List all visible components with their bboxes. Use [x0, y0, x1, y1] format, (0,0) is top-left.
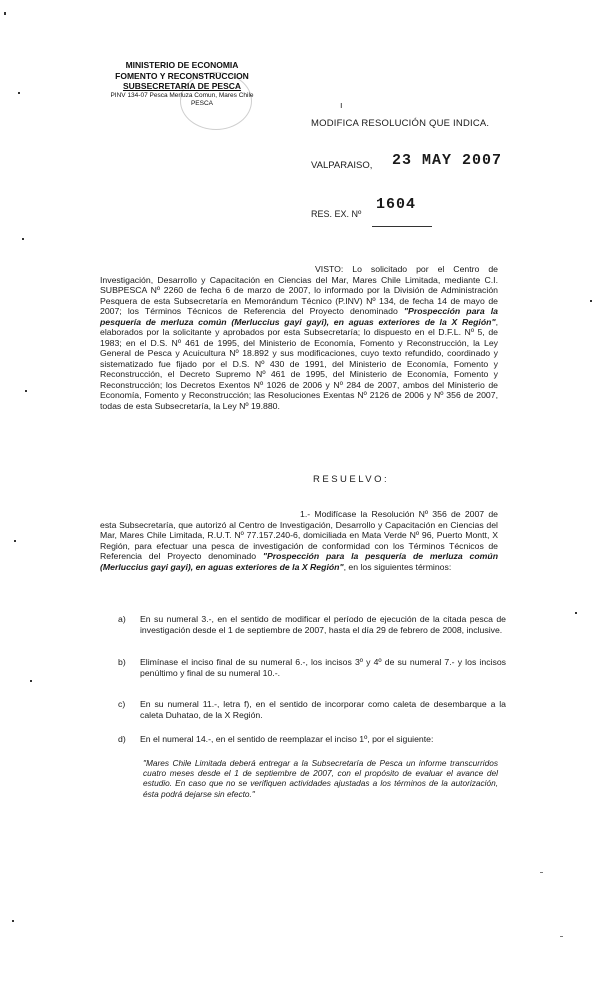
list-item-text: En su numeral 11.-, letra f), en el sentido de incorporar como caleta de desembarque a la caleta Duhatao, de la X Región. [140, 699, 506, 720]
list-item-a [118, 614, 506, 635]
document-place: VALPARAISO, [311, 160, 373, 171]
list-item-label: a) [118, 614, 126, 624]
scan-mark-left [30, 680, 32, 682]
list-item-label: c) [118, 699, 126, 709]
resolution-underline [372, 226, 432, 227]
scan-mark-left [18, 92, 20, 94]
list-item-text: En su numeral 3.-, en el sentido de modificar el período de ejecución de la citada pesca de investigación desde el 1 de septiembre de 2007, hasta el día 29 de febrero de 2008, inclusive. [140, 614, 506, 635]
letterhead-ministry-line2: FOMENTO Y RECONSTRUCCION [115, 70, 249, 81]
list-item-b [118, 657, 506, 678]
visto-text: Lo solicitado por el Centro de Investigación, Desarrollo y Capacitación en Ciencias del Mar, Mares Chile Limitada, mediante C.I. SUBPESCA Nº 2260 de fecha 6 de marzo de 2007, lo informado por la División de Administración Pesquera de esta Subsecretaría en Memorándum Técnico (P.INV) Nº 134, de fecha 14 de mayo de 2007; los Términos Técnicos de Referencia del Proyecto denominado [100, 264, 498, 316]
list-item-d [118, 734, 506, 745]
scan-mark-left [12, 920, 14, 922]
resuelvo-heading: RESUELVO: [313, 474, 390, 485]
scan-mark-top [4, 12, 6, 15]
official-seal-stamp [180, 72, 252, 130]
letterhead-ministry: MINISTERIO DE ECONOMIA [125, 60, 239, 70]
letterhead-seal-text: PESCA [190, 99, 214, 107]
letterhead-reference: PINV 134-07 Pesca Merluza Comun, Mares Chile [110, 91, 254, 99]
document-date-stamp: 23 MAY 2007 [392, 152, 503, 169]
visto-project-title: "Prospección para la pesquería de merluza común (Merluccius gayi gayi), en aguas exteriores de la X Región" [100, 306, 499, 327]
visto-paragraph [100, 264, 498, 411]
resolution-label: RES. EX. Nº [311, 209, 362, 219]
list-item-c [118, 699, 506, 720]
scan-mark-left [14, 540, 16, 542]
scan-mark-left [22, 238, 24, 240]
replacement-quote: "Mares Chile Limitada deberá entregar a la Subsecretaría de Pesca un informe transcurridos cuatro meses desde el 1 de septiembre de 2007, con el propósito de evaluar el avance del estudio. En caso que no se verifiquen actividades ajustadas a los términos de la autorización, ésta podrá dejarse sin efecto." [143, 758, 498, 799]
letterhead-subsecretaria: SUBSECRETARIA DE PESCA [122, 81, 242, 91]
visto-text-2: , elaborados por la solicitante y aprobados por esta Subsecretaría; lo dispuesto en el D.F.L. Nº 5, de 1983; en el D.S. Nº 461 de 1995, del Ministerio de Economía, Fomento y Reconstrucción, la Ley General de Pesca y Acuicultura Nº 18.892 y sus modificaciones, cuyo texto refundido, coordinado y sistematizado fue fijado por el D.S. Nº 430 de 1991, del Ministerio de Economía, Fomento y Reconstrucción, el Decreto Supremo Nº 461 de 1995, del Ministerio de Economía, Fomento y Reconstrucción; los Decretos Exentos Nº 1026 de 2006 y Nº 284 de 2007, ambos del Ministerio de Economía, Fomento y Reconstrucción; las Resoluciones Exentas Nº 2126 de 2006 y Nº 356 de 2007, todas de esta Subsecretaría, la Ley Nº 19.880. [100, 316, 498, 411]
margin-tick [560, 936, 563, 937]
scan-mark-left [25, 390, 27, 392]
visto-lead: VISTO: [315, 264, 344, 274]
article-1-text-2: , en los siguientes términos: [343, 561, 452, 572]
list-item-label: d) [118, 734, 126, 744]
margin-tick [540, 872, 543, 873]
scan-mark-right [590, 300, 592, 302]
article-1-paragraph [100, 509, 498, 572]
document-subject: MODIFICA RESOLUCIÓN QUE INDICA. [311, 118, 490, 129]
small-mark: ı [340, 100, 343, 110]
list-item-text: En el numeral 14.-, en el sentido de reemplazar el inciso 1º, por el siguiente: [140, 734, 434, 744]
article-1-project-title: "Prospección para la pesquería de merluza común (Merluccius gayi gayi), en aguas exteriores de la X Región" [100, 551, 498, 572]
article-1-text: 1.- Modifícase la Resolución Nº 356 de 2007 de esta Subsecretaría, que autorizó al Centro de Investigación, Desarrollo y Capacitación en Ciencias del Mar, Mares Chile Limitada, R.U.T. Nº 77.157.240-6, domiciliada en Mata Verde Nº 96, Puerto Montt, X Región, para efectuar una pesca de investigación de conformidad con los Términos Técnicos de Referencia del Proyecto denominado [100, 509, 498, 561]
scan-mark-right [575, 612, 577, 614]
resolution-number: 1604 [376, 196, 417, 213]
list-item-text: Elimínase el inciso final de su numeral 6.-, los incisos 3º y 4º de su numeral 7.- y los incisos penúltimo y final de su numeral 10.-. [140, 657, 506, 678]
list-item-label: b) [118, 657, 126, 667]
